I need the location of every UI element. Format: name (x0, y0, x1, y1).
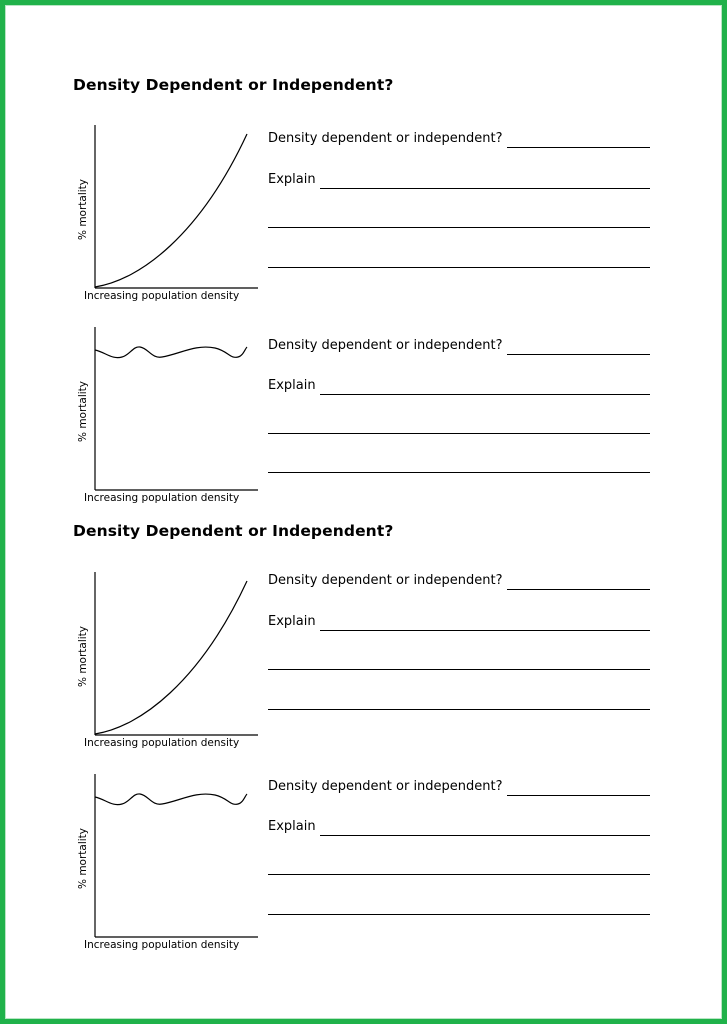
answer-line[interactable] (268, 914, 650, 915)
answer-line[interactable] (268, 709, 650, 710)
mortality-curve (95, 794, 247, 805)
mortality-curve (95, 581, 247, 734)
y-axis-label: % mortality (77, 827, 89, 889)
answer-blank[interactable] (507, 575, 650, 590)
question-line (268, 778, 650, 796)
graph-axes (70, 120, 260, 295)
explain-blank[interactable] (320, 821, 650, 836)
graph-axes (70, 567, 260, 742)
answer-line[interactable] (268, 874, 650, 875)
graph-increasing (70, 120, 260, 310)
answer-blank[interactable] (507, 133, 650, 148)
x-axis-label: Increasing population density (84, 290, 240, 302)
explain-blank[interactable] (320, 174, 650, 189)
y-axis-label: % mortality (77, 625, 89, 687)
x-axis-label: Increasing population density (84, 737, 240, 749)
answer-line[interactable] (268, 267, 650, 268)
x-axis-label: Increasing population density (84, 492, 240, 504)
explain-text: Explain (268, 614, 316, 629)
section-heading: Density Dependent or Independent? (73, 522, 394, 540)
explain-text: Explain (268, 378, 316, 393)
section-heading: Density Dependent or Independent? (73, 76, 394, 94)
question-line (268, 130, 650, 148)
answer-line[interactable] (268, 227, 650, 228)
answer-line[interactable] (268, 472, 650, 473)
answer-line[interactable] (268, 433, 650, 434)
graph-flat (70, 322, 260, 512)
graph-increasing (70, 567, 260, 757)
y-axis-label: % mortality (77, 178, 89, 240)
mortality-curve (95, 134, 247, 287)
answer-blank[interactable] (507, 340, 650, 355)
question-text: Density dependent or independent? (268, 131, 503, 146)
explain-line (268, 613, 650, 631)
explain-blank[interactable] (320, 380, 650, 395)
graph-axes (70, 769, 260, 944)
x-axis-label: Increasing population density (84, 939, 240, 951)
explain-line (268, 377, 650, 395)
explain-blank[interactable] (320, 616, 650, 631)
explain-line (268, 818, 650, 836)
explain-text: Explain (268, 819, 316, 834)
explain-line (268, 171, 650, 189)
graph-flat (70, 769, 260, 959)
graph-axes (70, 322, 260, 497)
answer-blank[interactable] (507, 781, 650, 796)
question-line (268, 572, 650, 590)
question-text: Density dependent or independent? (268, 573, 503, 588)
question-text: Density dependent or independent? (268, 338, 503, 353)
question-text: Density dependent or independent? (268, 779, 503, 794)
explain-text: Explain (268, 172, 316, 187)
answer-line[interactable] (268, 669, 650, 670)
y-axis-label: % mortality (77, 380, 89, 442)
question-line (268, 337, 650, 355)
mortality-curve (95, 347, 247, 358)
